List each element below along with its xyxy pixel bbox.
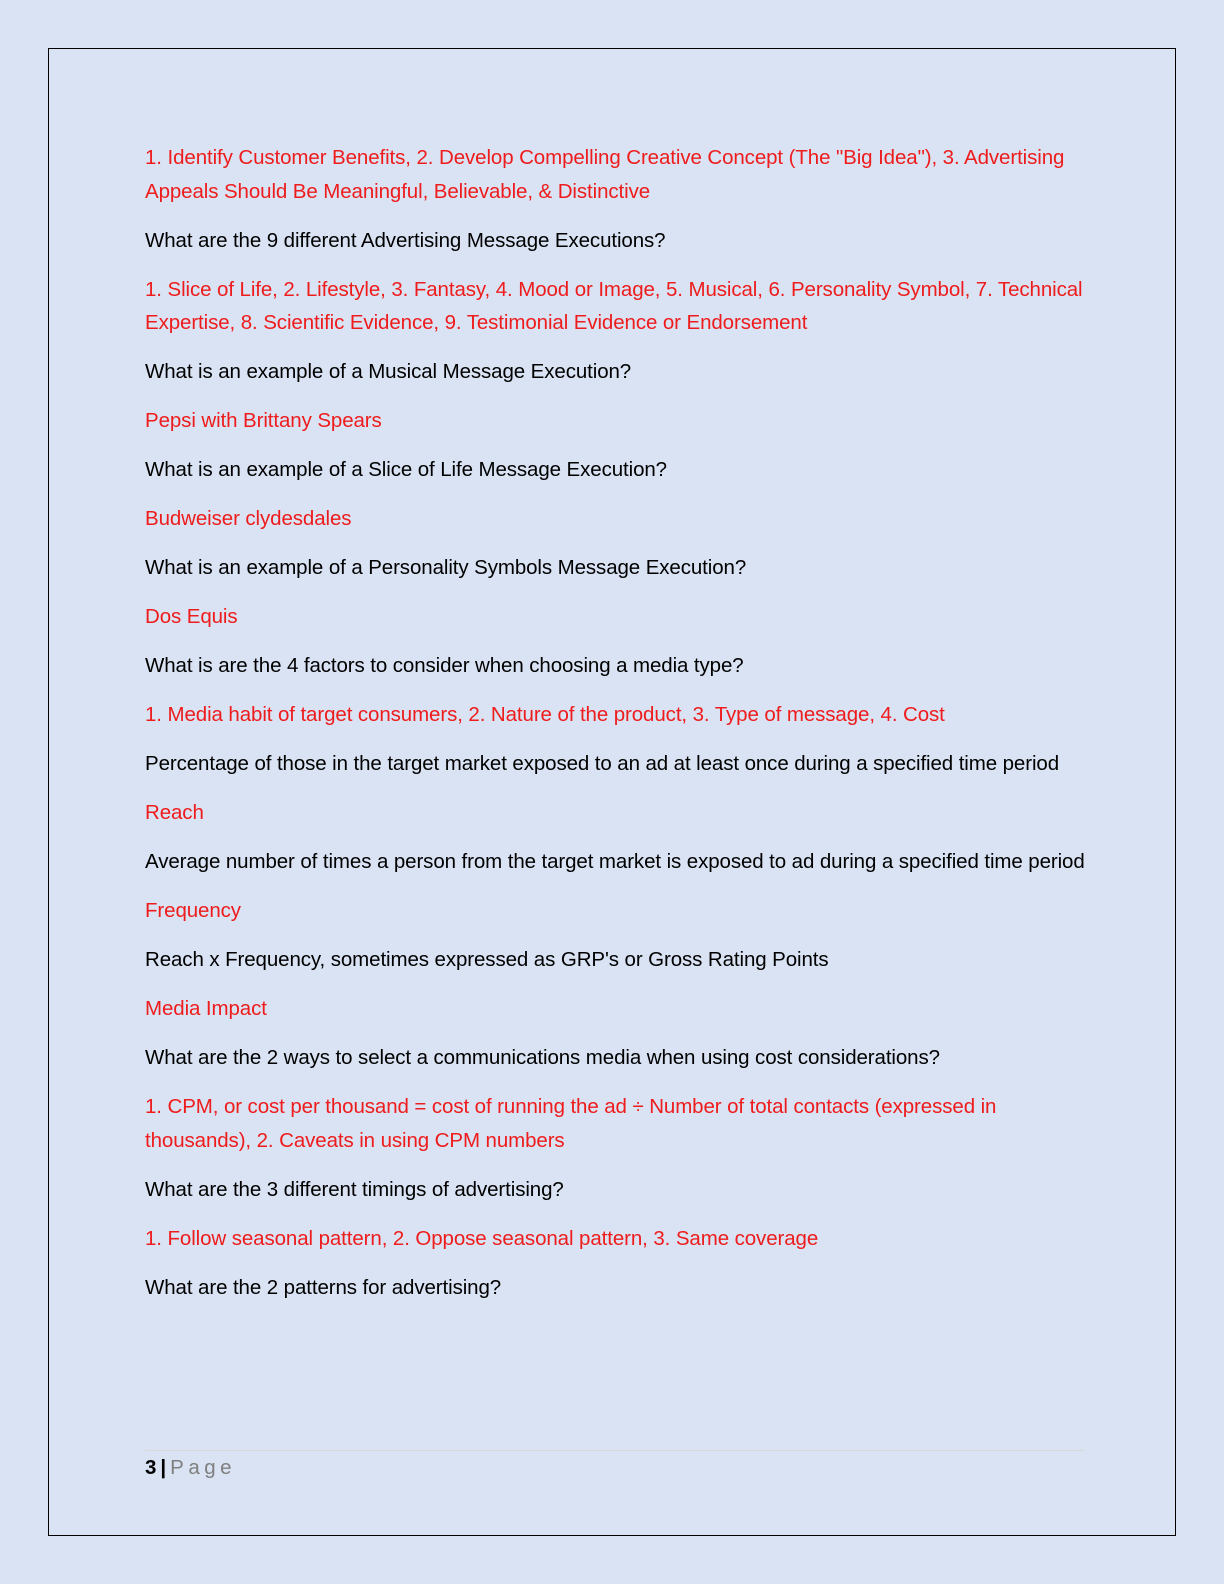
question-text: What are the 2 ways to select a communications media when using cost considerations? <box>145 1046 940 1069</box>
page-footer <box>145 1453 236 1483</box>
question-text: Percentage of those in the target market exposed to an ad at least once during a specified time period <box>145 752 1060 775</box>
answer-text: 1. Follow seasonal pattern, 2. Oppose seasonal pattern, 3. Same coverage <box>145 1226 819 1250</box>
answer-text: Pepsi with Brittany Spears <box>145 409 382 432</box>
question-text: What is are the 4 factors to consider when choosing a media type? <box>145 654 744 677</box>
question-text: Reach x Frequency, sometimes expressed as GRP's or Gross Rating Points <box>145 948 829 971</box>
answer-text: Dos Equis <box>145 605 238 628</box>
question-text: What is an example of a Slice of Life Message Execution? <box>145 458 667 481</box>
answer-text: 1. Slice of Life, 2. Lifestyle, 3. Fantasy, 4. Mood or Image, 5. Musical, 6. Personality Symbol, 7. Technical Expertise, 8. Scientific Evidence, 9. Testimonial Evidence or Endorsement <box>145 277 1083 334</box>
page-label: Page <box>170 1456 237 1479</box>
answer-text: Media Impact <box>145 997 267 1020</box>
answer-text: 1. CPM, or cost per thousand = cost of running the ad ÷ Number of total contacts (expressed in thousands), 2. Caveats in using CPM numbers <box>145 1095 997 1152</box>
question-text: What are the 9 different Advertising Message Executions? <box>145 228 666 252</box>
question-text: What are the 3 different timings of advertising? <box>145 1177 564 1201</box>
footer-separator: | <box>160 1456 167 1479</box>
question-text: What are the 2 patterns for advertising? <box>145 1275 502 1299</box>
answer-text: 1. Media habit of target consumers, 2. Nature of the product, 3. Type of message, 4. Cost <box>145 703 945 726</box>
answer-text: Frequency <box>145 899 241 922</box>
answer-text: Budweiser clydesdales <box>145 507 352 530</box>
question-text: What is an example of a Personality Symbols Message Execution? <box>145 556 747 579</box>
answer-text: 1. Identify Customer Benefits, 2. Develop Compelling Creative Concept (The "Big Idea"), 3. Advertising Appeals Should Be Meaningful, Believable, & Distinctive <box>145 146 1065 203</box>
footer-divider <box>145 1450 1085 1451</box>
question-text: Average number of times a person from the target market is exposed to ad during a specified time period <box>145 850 1085 873</box>
answer-text: Reach <box>145 801 204 824</box>
question-text: What is an example of a Musical Message Execution? <box>145 360 632 383</box>
page-number: 3 <box>145 1456 157 1479</box>
document-body <box>145 141 1085 1320</box>
